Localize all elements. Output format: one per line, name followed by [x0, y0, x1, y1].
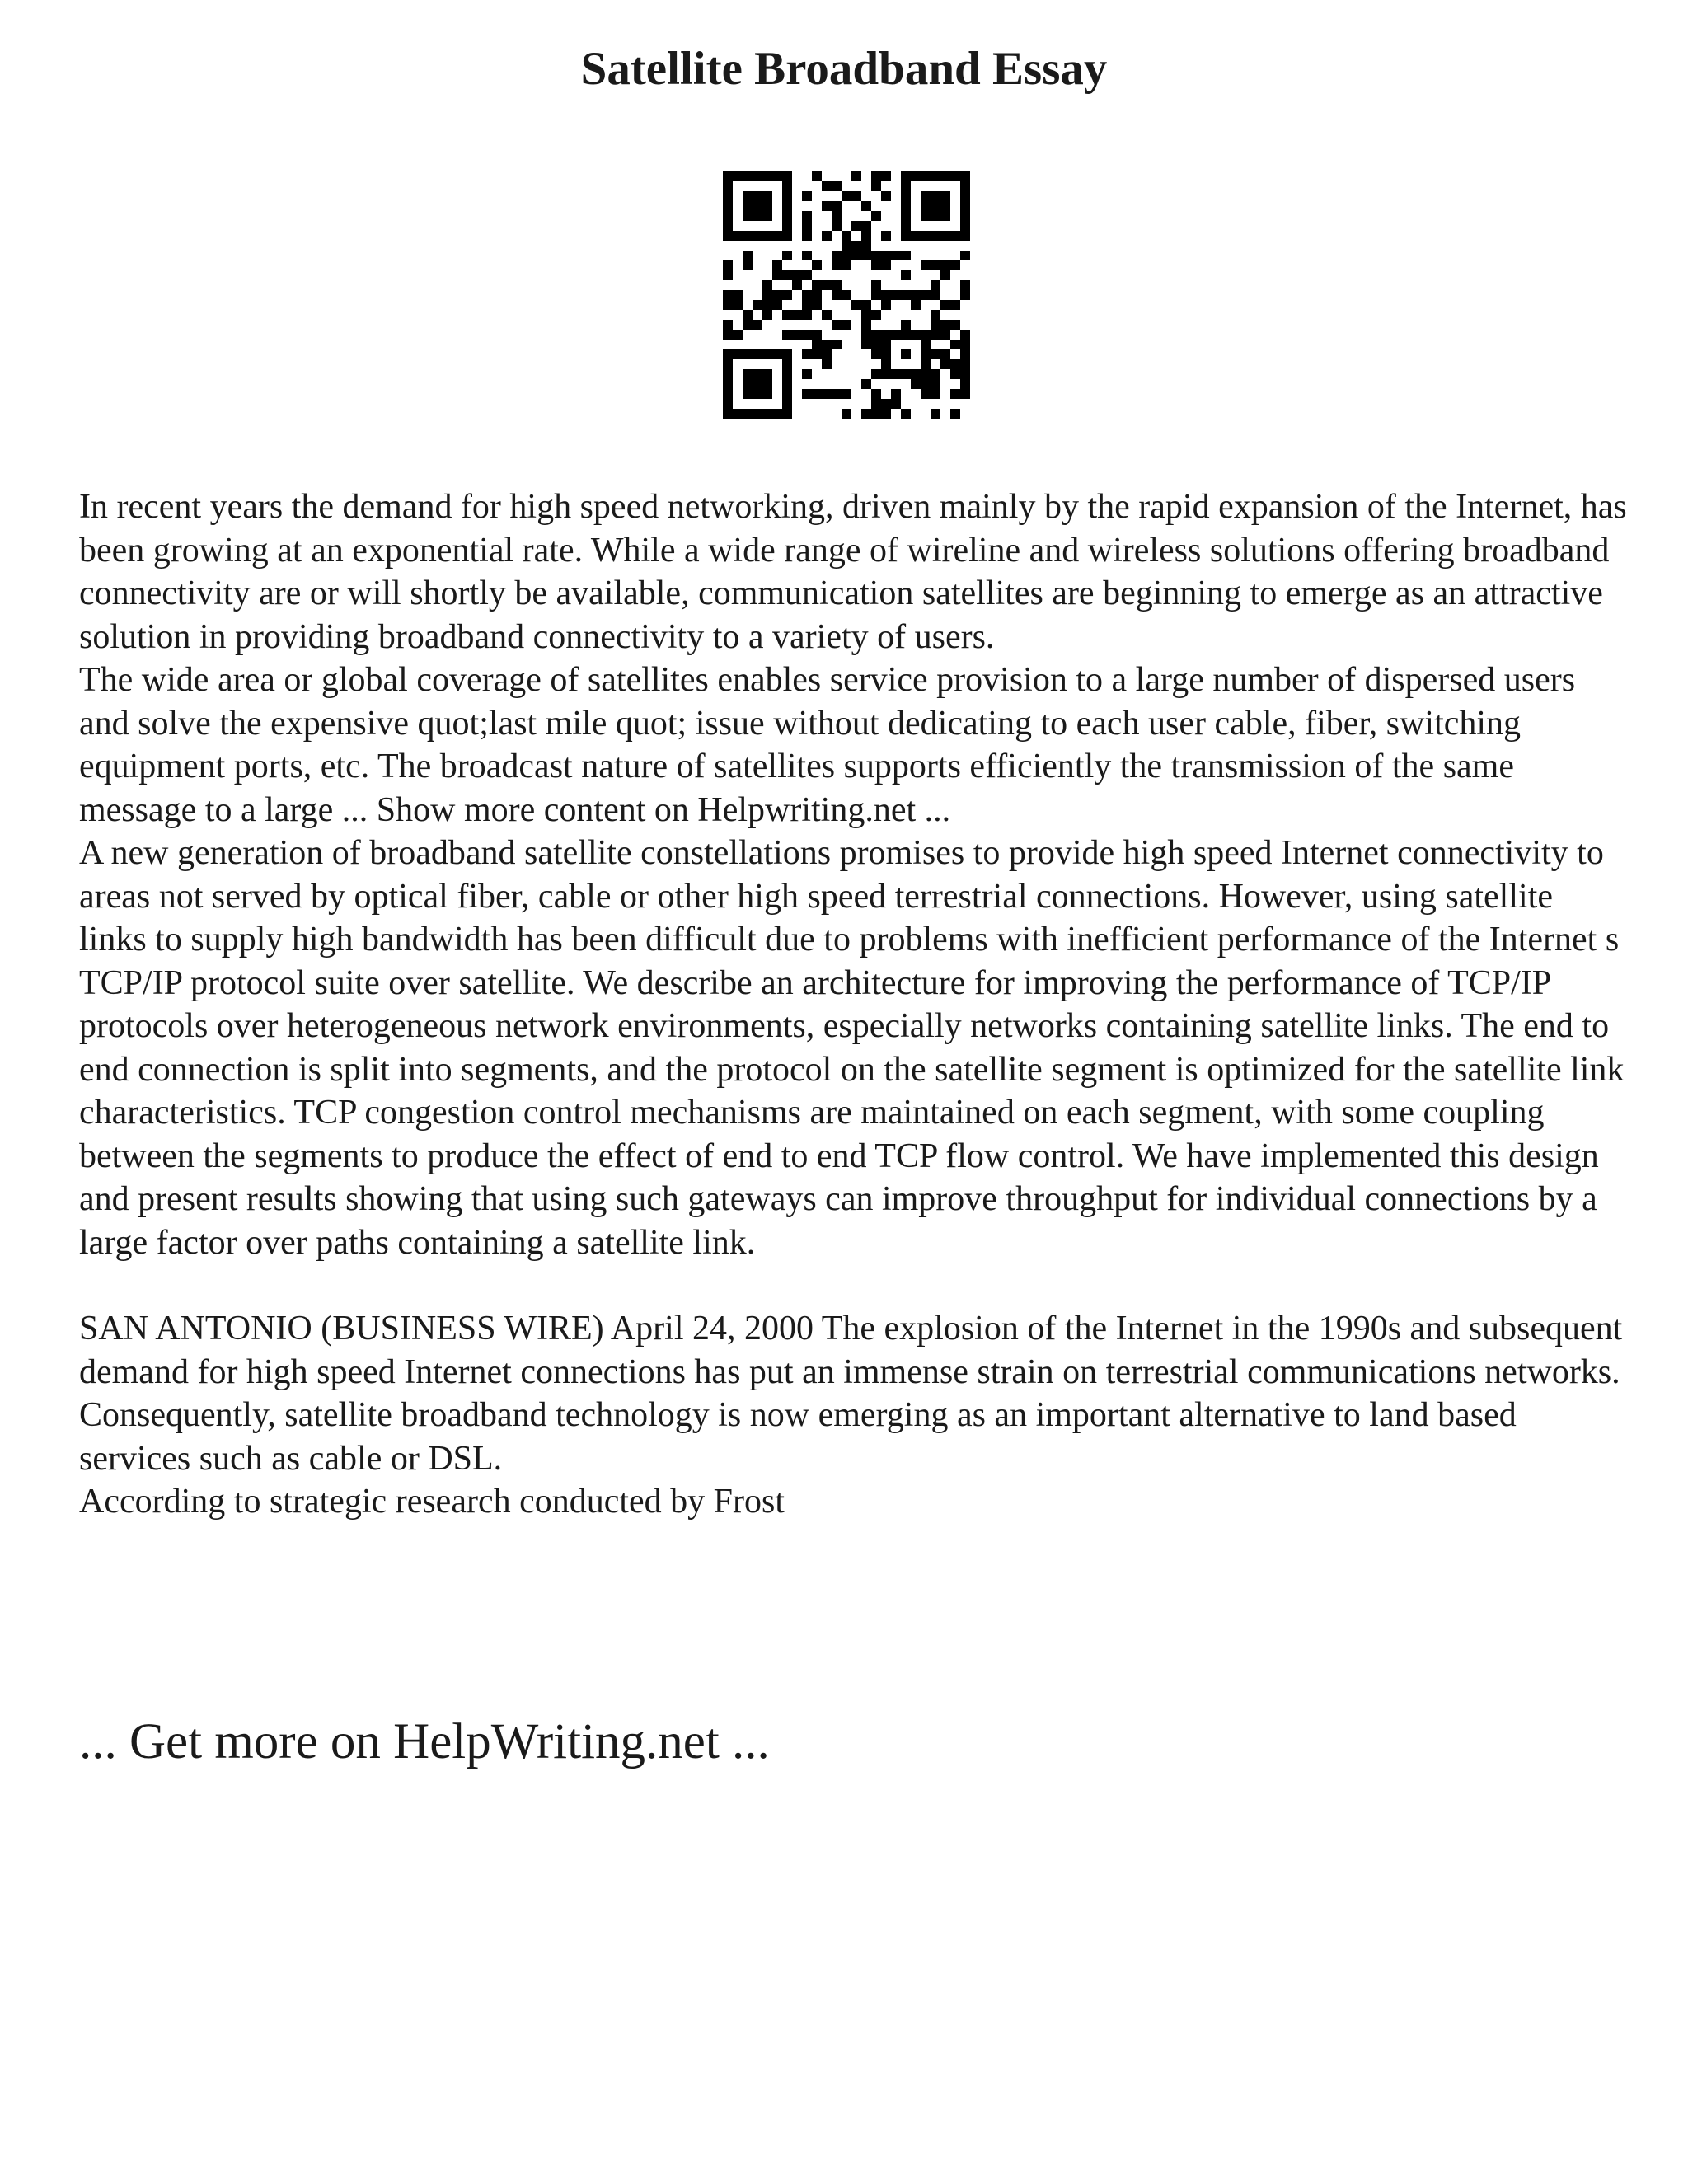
- paragraph: The wide area or global coverage of satellites enables service provision to a large number of dispersed users and solve the expensive quot;last mile quot; issue without dedicating to each user cable, fiber, switching equipment ports, etc. The broadcast nature of satellites supports efficiently the transmission of the same message to a large ... Show more content on Helpwriting.net ...: [79, 661, 1576, 829]
- paragraph: SAN ANTONIO (BUSINESS WIRE) April 24, 2000 The explosion of the Internet in the 1990s and subsequent demand for high speed Internet connections has put an immense strain on terrestrial communications networks.: [79, 1310, 1623, 1391]
- paragraph: Consequently, satellite broadband technology is now emerging as an important alternative to land based services such as cable or DSL.: [79, 1396, 1517, 1478]
- get-more-link[interactable]: ... Get more on HelpWriting.net ...: [79, 1714, 770, 1769]
- paragraph: A new generation of broadband satellite constellations promises to provide high speed Internet connectivity to areas not served by optical fiber, cable or other high speed terrestrial connections. However, using satellite links to supply high bandwidth has been difficult due to problems with inefficient performance of the Internet s TCP/IP protocol suite over satellite. We describe an architecture for improving the performance of TCP/IP protocols over heterogeneous network environments, especially networks containing satellite links. The end to end connection is split into segments, and the protocol on the satellite segment is optimized for the satellite link characteristics. TCP congestion control mechanisms are maintained on each segment, with some coupling between the segments to produce the effect of end to end TCP flow control. We have implemented this design and present results showing that using such gateways can improve throughput for individual connections by a large factor over paths containing a satellite link.: [79, 834, 1625, 1262]
- paragraph-gap: [79, 1264, 1629, 1307]
- page-title: Satellite Broadband Essay: [580, 43, 1108, 95]
- essay-body: [79, 485, 1629, 1524]
- paragraph: In recent years the demand for high speed networking, driven mainly by the rapid expansion of the Internet, has been growing at an exponential rate. While a wide range of wireline and wireless solutions offering broadband connectivity are or will shortly be available, communication satellites are beginning to emerge as an attractive solution in providing broadband connectivity to a variety of users.: [79, 488, 1627, 656]
- qr-code-icon: [723, 171, 970, 419]
- paragraph: According to strategic research conducted by Frost: [79, 1483, 785, 1521]
